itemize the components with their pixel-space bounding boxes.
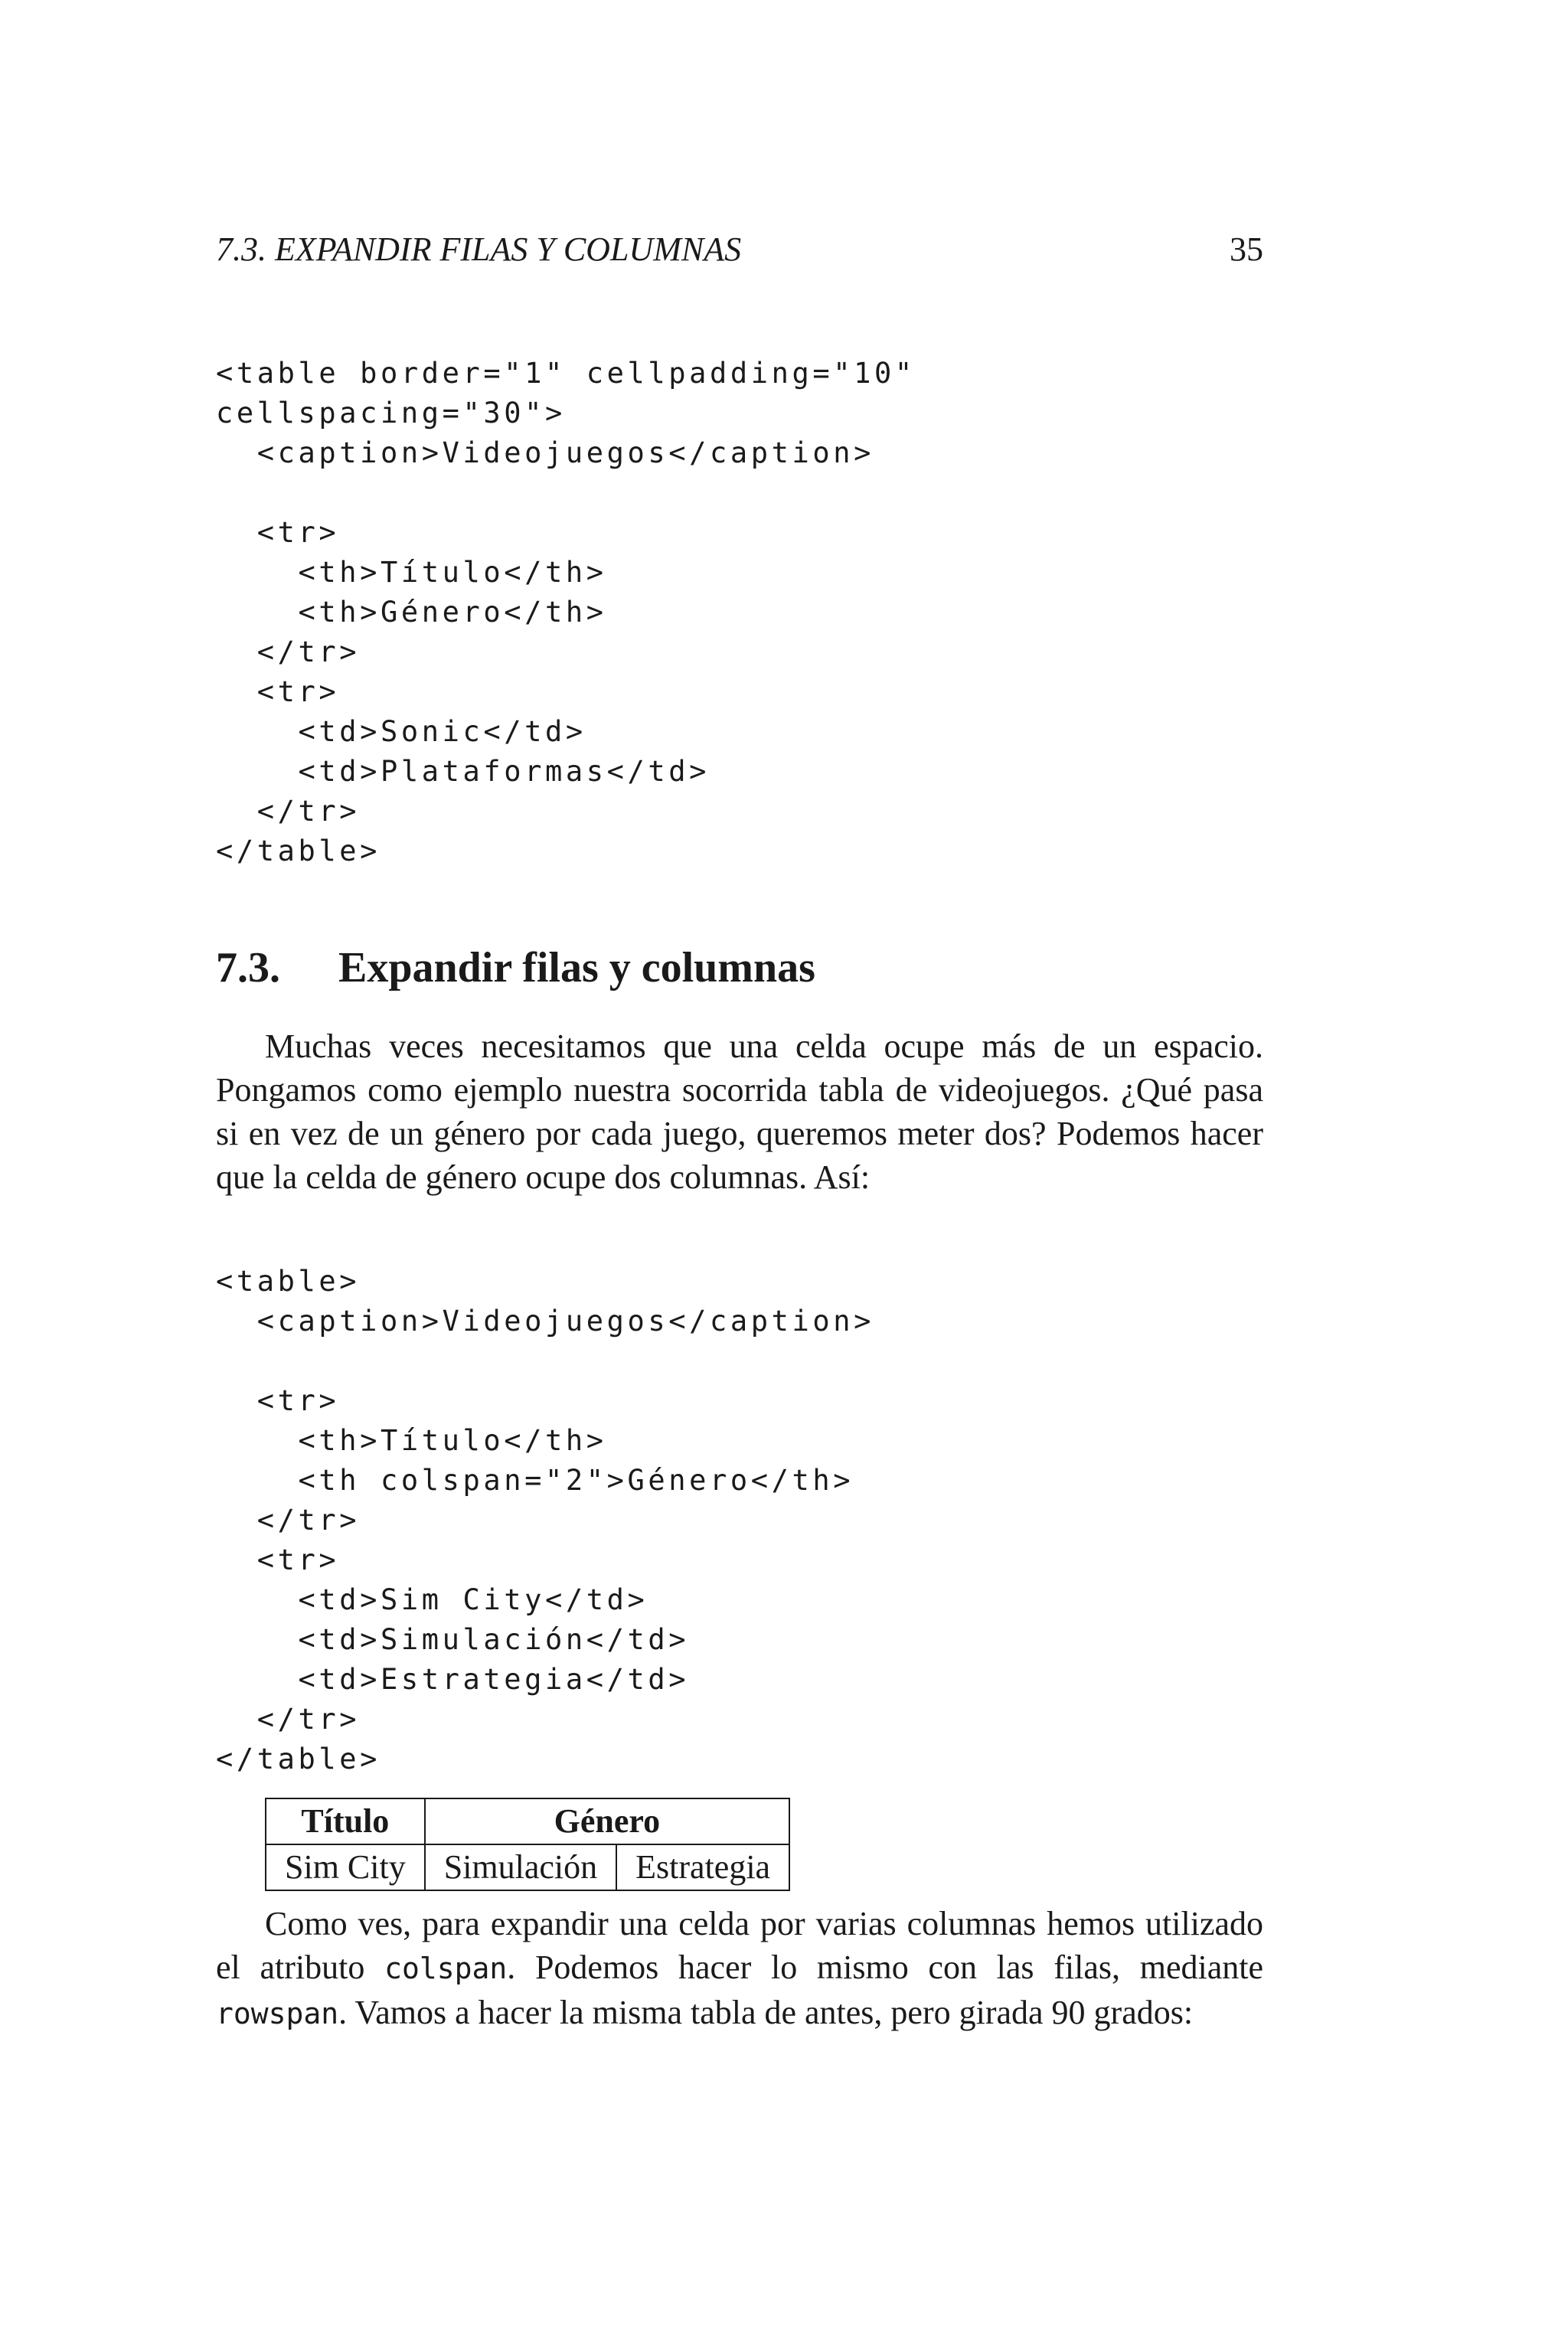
- table-row: [266, 1844, 789, 1890]
- running-header-title: 7.3. EXPANDIR FILAS Y COLUMNAS: [216, 230, 742, 268]
- table-cell-genre-1: Simulación: [425, 1844, 616, 1890]
- code-block-html-table: <table border="1" cellpadding="10" cellspacing="30"> <caption>Videojuegos</caption> <tr> <th>Título</th> <th>Género</th> </tr> <tr> <td>Sonic</td> <td>Plataformas</td> </tr> </table>: [216, 357, 916, 867]
- explanation-text-1: Como ves, para expandir una celda por varias columnas hemos utilizado el atributo: [216, 1905, 1263, 1986]
- running-header: [216, 230, 1263, 269]
- table-header-genre: Género: [425, 1798, 789, 1844]
- page-number: 35: [1230, 230, 1263, 268]
- page: [216, 0, 1263, 2352]
- explanation-text-3: . Vamos a hacer la misma tabla de antes, pero girada 90 grados:: [338, 1994, 1194, 2031]
- inline-code-rowspan: rowspan: [216, 1997, 339, 2030]
- code-block-colspan-example: <table> <caption>Videojuegos</caption> <tr> <th>Título</th> <th colspan="2">Género</th> </tr> <tr> <td>Sim City</td> <td>Simulación</td> <td>Estrategia</td> </tr> </table>: [216, 1265, 875, 1775]
- rendered-colspan-table: [265, 1798, 790, 1891]
- table-cell-genre-2: Estrategia: [616, 1844, 789, 1890]
- intro-paragraph: [216, 1024, 1263, 1199]
- table-header-row: [266, 1798, 789, 1844]
- table-cell-title: Sim City: [266, 1844, 425, 1890]
- intro-paragraph-text: Muchas veces necesitamos que una celda ocupe más de un espacio. Pongamos como ejemplo nuestra socorrida tabla de videojuegos. ¿Qué pasa si en vez de un género por cada juego, queremos meter dos? Podemos hacer que la celda de género ocupe dos columnas. Así:: [216, 1027, 1263, 1196]
- section-heading: [216, 943, 815, 992]
- colspan-explanation-paragraph: [216, 1902, 1263, 2036]
- inline-code-colspan: colspan: [384, 1952, 508, 1985]
- explanation-text-2: . Podemos hacer lo mismo con las filas, mediante: [507, 1949, 1264, 1986]
- section-number: 7.3.: [216, 944, 280, 991]
- section-title: Expandir filas y columnas: [338, 944, 815, 991]
- table-header-title: Título: [266, 1798, 425, 1844]
